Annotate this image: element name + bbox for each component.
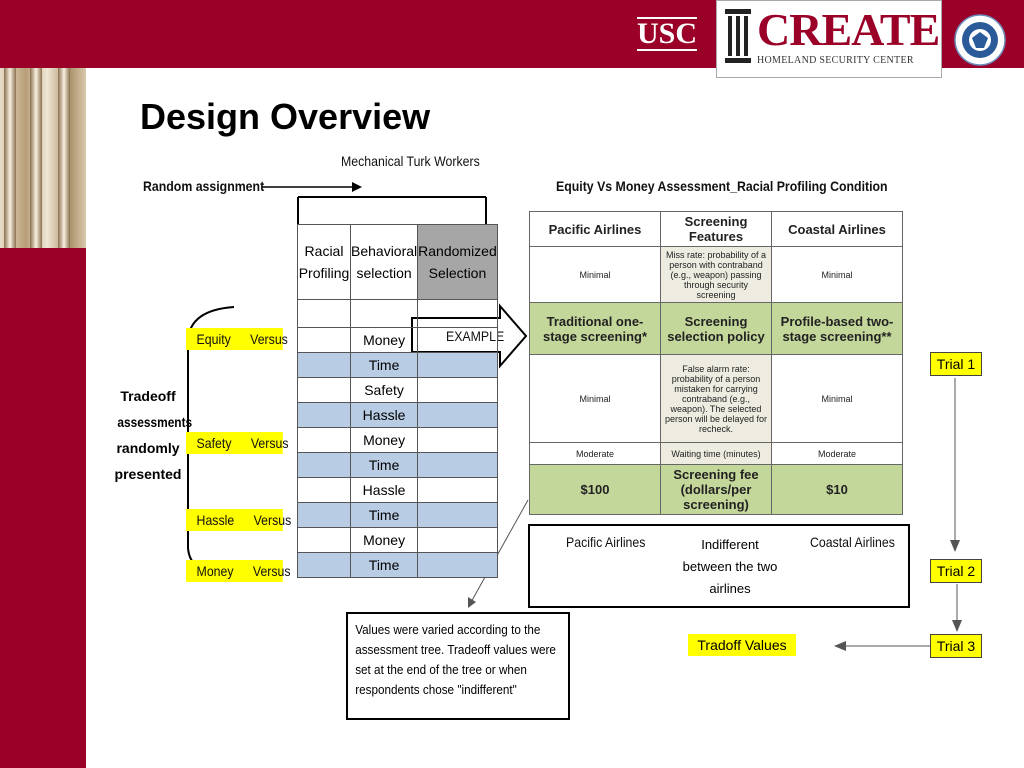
choice-box	[528, 524, 910, 608]
attribute-cell: Time	[351, 503, 418, 528]
create-subtitle: HOMELAND SECURITY CENTER	[757, 55, 914, 66]
header-pacific: Pacific Airlines	[530, 212, 661, 247]
cell: $10	[772, 465, 903, 515]
attribute-cell: Time	[351, 553, 418, 578]
cell: Minimal	[772, 247, 903, 303]
header-coastal: Coastal Airlines	[772, 212, 903, 247]
attribute-cell: Hassle	[351, 403, 418, 428]
condition-racial-profiling: Racial Profiling	[298, 225, 351, 300]
attribute-cell: Hassle	[351, 478, 418, 503]
comparison-safety: Safety Versus	[186, 432, 283, 454]
cell: Screening fee (dollars/per screening)	[661, 465, 772, 515]
page-title: Design Overview	[140, 96, 431, 137]
attribute-cell: Money	[351, 528, 418, 553]
example-label: EXAMPLE	[446, 328, 505, 344]
comparison-money: Money Versus	[186, 560, 283, 582]
cell: Minimal	[530, 247, 661, 303]
cell: False alarm rate: probability of a person mistaken for carrying contraband (e.g., weapon). The selected person will be delayed for recheck.	[661, 355, 772, 443]
usc-logo: USC	[622, 0, 712, 68]
choice-coastal[interactable]: Coastal Airlines	[810, 534, 895, 550]
cell: Waiting time (minutes)	[661, 443, 772, 465]
tradeoff-values-label: Tradoff Values	[688, 634, 796, 656]
attribute-cell: Money	[351, 428, 418, 453]
cell: Minimal	[772, 355, 903, 443]
cell: Moderate	[530, 443, 661, 465]
assessment-title: Equity Vs Money Assessment_Racial Profiling Condition	[556, 178, 888, 194]
cell: $100	[530, 465, 661, 515]
mturk-label: Mechanical Turk Workers	[341, 153, 480, 169]
comparison-hassle: Hassle Versus	[186, 509, 283, 531]
cell: Profile-based two-stage screening**	[772, 303, 903, 355]
choice-indifferent[interactable]: Indifferent between the two airlines	[682, 537, 778, 596]
tradeoff-label: Tradeoff assessments randomly presented	[114, 388, 193, 482]
cell: Moderate	[772, 443, 903, 465]
note-box: Values were varied according to the assessment tree. Tradeoff values were set at the end of the tree or when respondents chose "indifferent"	[346, 612, 570, 720]
condition-table	[297, 224, 498, 578]
trial-2: Trial 2	[930, 559, 982, 583]
condition-randomized: Randomized Selection	[418, 225, 498, 300]
assessment-table	[529, 211, 903, 515]
attribute-cell: Money	[351, 328, 418, 353]
cell: Traditional one-stage screening*	[530, 303, 661, 355]
cell: Miss rate: probability of a person with contraband (e.g., weapon) passing through security screening	[661, 247, 772, 303]
header-features: Screening Features	[661, 212, 772, 247]
attribute-cell: Safety	[351, 378, 418, 403]
attribute-cell: Time	[351, 453, 418, 478]
condition-behavioral: Behavioral selection	[351, 225, 418, 300]
trial-3: Trial 3	[930, 634, 982, 658]
create-wordmark: CREATE	[757, 4, 940, 55]
attribute-cell: Time	[351, 353, 418, 378]
cell: Screening selection policy	[661, 303, 772, 355]
cell: Minimal	[530, 355, 661, 443]
random-assignment-label: Random assignment	[143, 178, 265, 194]
trial-1: Trial 1	[930, 352, 982, 376]
comparison-equity: Equity Versus	[186, 328, 283, 350]
choice-pacific[interactable]: Pacific Airlines	[566, 534, 646, 550]
